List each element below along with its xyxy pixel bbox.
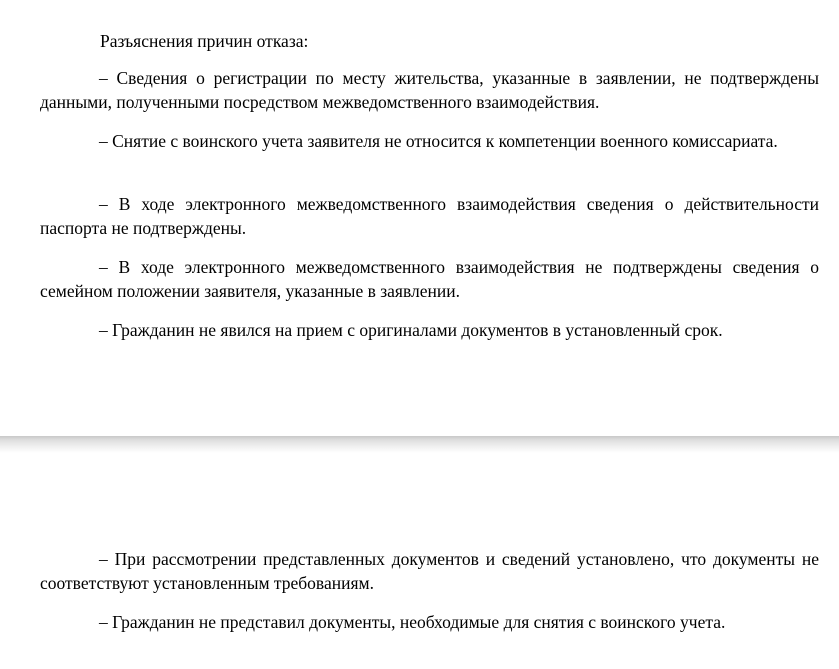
reason-item: – При рассмотрении представленных документов и сведений установлено, что документы не соответствуют установленным требованиям.: [40, 549, 819, 593]
reason-item: – В ходе электронного межведомственного взаимодействия сведения о действительности паспорта не подтверждены.: [40, 194, 819, 238]
reason-item: – Гражданин не явился на прием с оригиналами документов в установленный срок.: [99, 320, 723, 340]
reason-item: – Гражданин не представил документы, необходимые для снятия с воинского учета.: [99, 612, 726, 632]
page-separator: [0, 436, 839, 453]
reason-item: – Снятие с воинского учета заявителя не относится к компетенции военного комиссариата.: [99, 131, 778, 151]
reason-item: – В ходе электронного межведомственного взаимодействия не подтверждены сведения о семейном положении заявителя, указанные в заявлении.: [40, 257, 819, 301]
reason-item: – Сведения о регистрации по месту жительства, указанные в заявлении, не подтверждены данными, полученными посредством межведомственного взаимодействия.: [40, 68, 819, 112]
refusal-reasons-heading: Разъяснения причин отказа:: [100, 31, 309, 51]
document-page-bottom: [0, 453, 839, 669]
